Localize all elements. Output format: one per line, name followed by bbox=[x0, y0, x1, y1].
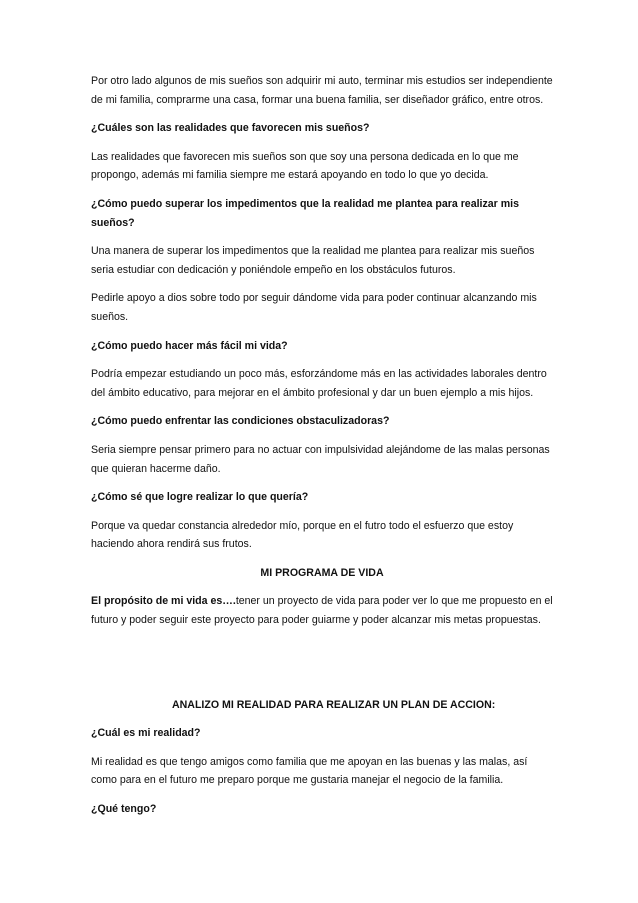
question-overcome-obstacles: ¿Cómo puedo superar los impedimentos que la realidad me plantea para realizar mis sueños? bbox=[91, 197, 519, 229]
answer-realities: Las realidades que favorecen mis sueños son que soy una persona dedicada en lo que me propongo, además mi familia siempre me estará apoyando en todo lo que yo decida. bbox=[91, 150, 519, 182]
answer-easier-life: Podría empezar estudiando un poco más, esforzándome más en las actividades laborales dentro del ámbito educativo, para mejorar en el ámbito profesional y dar un buen ejemplo a mis hijos. bbox=[91, 368, 547, 399]
heading-action-plan: ANALIZO MI REALIDAD PARA REALIZAR UN PLAN DE ACCION: bbox=[172, 698, 496, 711]
question-realities: ¿Cuáles son las realidades que favorecen mis sueños? bbox=[91, 122, 370, 135]
answer-face-conditions: Seria siempre pensar primero para no actuar con impulsividad alejándome de las malas personas que quieran hacerme daño. bbox=[91, 443, 550, 475]
answer-achieved: Porque va quedar constancia alrededor mío, porque en el futro todo el esfuerzo que estoy haciendo ahora rendirá sus frutos. bbox=[91, 519, 514, 551]
answer-overcome-obstacles-2: Pedirle apoyo a dios sobre todo por seguir dándome vida para poder continuar alcanzando mis sueños. bbox=[91, 292, 537, 323]
question-face-conditions: ¿Cómo puedo enfrentar las condiciones obstaculizadoras? bbox=[91, 415, 390, 428]
purpose-lead: El propósito de mi vida es…. bbox=[91, 595, 236, 608]
answer-my-reality: Mi realidad es que tengo amigos como familia que me apoyan en las buenas y las malas, así como para en el futuro me preparo porque me gustaria manejar el negocio de la familia. bbox=[91, 755, 528, 787]
document-body bbox=[91, 72, 553, 829]
question-easier-life: ¿Cómo puedo hacer más fácil mi vida? bbox=[91, 339, 288, 352]
dreams-paragraph: Por otro lado algunos de mis sueños son adquirir mi auto, terminar mis estudios ser independiente de mi familia, comprarme una casa, formar una buena familia, ser diseñador gráfico, entre otros. bbox=[91, 75, 553, 106]
purpose-text: tener un proyecto de vida para poder ver lo que me propuesto en el futuro y poder seguir este proyecto para poder guiarme y poder alcanzar mis metas propuestas. bbox=[91, 595, 553, 627]
answer-overcome-obstacles: Una manera de superar los impedimentos que la realidad me plantea para realizar mis sueños seria estudiar con dedicación y poniéndole empeño en los obstáculos futuros. bbox=[91, 245, 535, 276]
question-what-i-have: ¿Qué tengo? bbox=[91, 803, 157, 816]
heading-life-program: MI PROGRAMA DE VIDA bbox=[260, 566, 384, 579]
purpose-paragraph bbox=[91, 592, 553, 629]
blank-space bbox=[91, 640, 553, 696]
question-my-reality: ¿Cuál es mi realidad? bbox=[91, 727, 201, 740]
question-achieved: ¿Cómo sé que logre realizar lo que quería? bbox=[91, 491, 309, 504]
